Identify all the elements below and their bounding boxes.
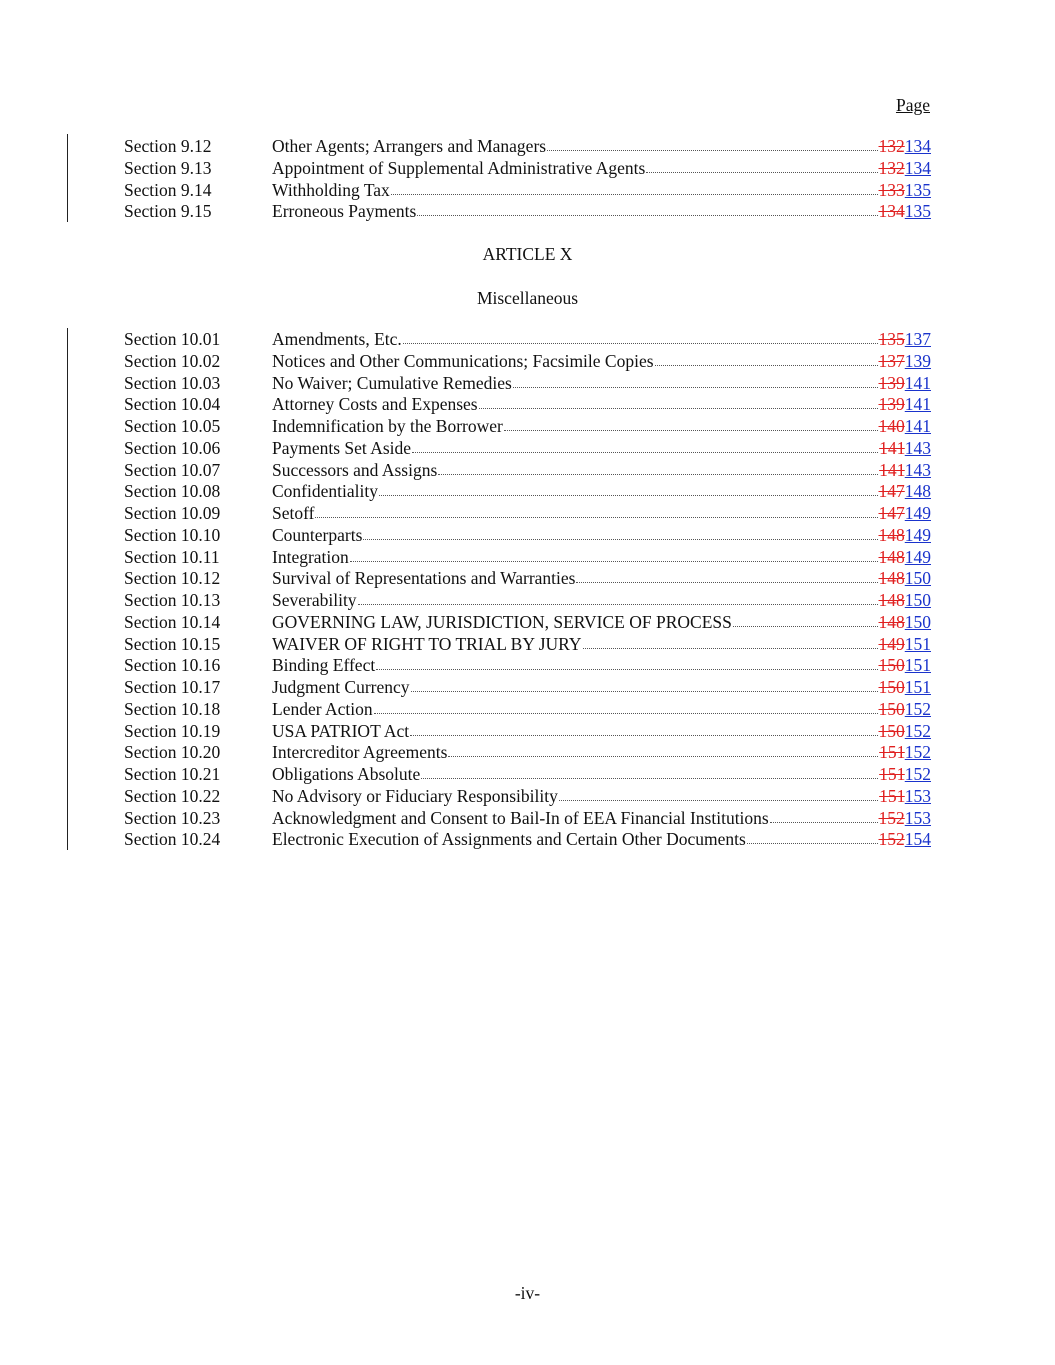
section-title: Lender Action xyxy=(272,698,373,719)
dot-leader xyxy=(403,329,878,344)
section-title: Obligations Absolute xyxy=(272,764,421,784)
section-title: Erroneous Payments xyxy=(272,201,417,222)
section-title: Judgment Currency xyxy=(272,677,410,697)
section-title: Counterparts xyxy=(272,524,363,545)
dot-leader xyxy=(391,180,878,195)
inserted-page-link[interactable]: 153 xyxy=(904,785,931,806)
section-number: Section 10.06 xyxy=(124,437,221,458)
section-number: Section 10.09 xyxy=(124,503,221,523)
toc-entry-body xyxy=(272,416,931,438)
toc-entry[interactable] xyxy=(124,590,931,612)
dot-leader xyxy=(438,460,878,475)
toc-entry[interactable] xyxy=(124,460,931,482)
dot-leader xyxy=(547,136,877,151)
dot-leader xyxy=(733,612,878,627)
section-title: Acknowledgment and Consent to Bail-In of EEA Financial Institutions xyxy=(272,807,769,828)
section-number: Section 9.13 xyxy=(124,157,212,178)
inserted-page-link[interactable]: 153 xyxy=(904,807,931,828)
section-title: Survival of Representations and Warranties xyxy=(272,568,576,589)
toc-entry[interactable] xyxy=(124,786,931,808)
section-number: Section 10.16 xyxy=(124,655,221,676)
dot-leader xyxy=(448,742,878,757)
toc-entry[interactable] xyxy=(124,201,931,223)
section-title: No Advisory or Fiduciary Responsibility xyxy=(272,785,558,806)
toc-entry-body xyxy=(272,438,931,460)
dot-leader xyxy=(559,786,878,801)
deleted-page-number: 139 xyxy=(878,372,905,393)
page-reference[interactable] xyxy=(879,655,932,677)
inserted-page-link[interactable]: 150 xyxy=(904,568,931,589)
section-number: Section 10.07 xyxy=(124,459,221,480)
dot-leader xyxy=(770,808,878,823)
section-number: Section 10.11 xyxy=(124,546,220,567)
toc-entry-body xyxy=(272,655,931,677)
section-number: Section 10.19 xyxy=(124,720,221,741)
inserted-page-link[interactable]: 152 xyxy=(904,742,931,763)
dot-leader xyxy=(747,829,878,844)
page-reference[interactable] xyxy=(879,590,932,612)
toc-list-article-10 xyxy=(124,329,931,851)
deleted-page-number: 134 xyxy=(878,201,905,222)
inserted-page-link[interactable]: 135 xyxy=(904,201,931,222)
dot-leader xyxy=(576,568,877,583)
dot-leader xyxy=(421,764,878,779)
section-number: Section 10.21 xyxy=(124,764,221,784)
page-reference[interactable] xyxy=(879,373,932,395)
dot-leader xyxy=(350,547,878,562)
toc-entry[interactable] xyxy=(124,634,931,656)
inserted-page-link[interactable]: 152 xyxy=(904,698,931,719)
inserted-page-link[interactable]: 143 xyxy=(904,437,931,458)
inserted-page-link[interactable]: 151 xyxy=(904,677,931,697)
inserted-page-link[interactable]: 137 xyxy=(904,329,931,349)
deleted-page-number: 137 xyxy=(878,350,905,371)
toc-entry[interactable] xyxy=(124,136,931,158)
page-reference[interactable] xyxy=(879,136,932,158)
section-number: Section 10.13 xyxy=(124,590,221,610)
toc-entry[interactable] xyxy=(124,503,931,525)
article-heading: ARTICLE X xyxy=(482,244,573,264)
inserted-page-link[interactable]: 135 xyxy=(904,179,931,200)
toc-entry[interactable] xyxy=(124,329,931,351)
inserted-page-link[interactable]: 141 xyxy=(904,394,931,415)
page-reference[interactable] xyxy=(879,808,932,830)
toc-entry-body xyxy=(272,742,931,764)
section-title: Withholding Tax xyxy=(272,179,390,200)
inserted-page-link[interactable]: 152 xyxy=(904,764,931,784)
section-title: Binding Effect xyxy=(272,655,376,676)
change-bar-article-10 xyxy=(67,328,68,850)
toc-entry[interactable] xyxy=(124,764,931,786)
deleted-page-number: 132 xyxy=(878,136,905,156)
page-reference[interactable] xyxy=(879,180,932,202)
dot-leader xyxy=(646,158,877,173)
deleted-page-number: 149 xyxy=(878,633,905,654)
inserted-page-link[interactable]: 139 xyxy=(904,350,931,371)
toc-entry-body xyxy=(272,721,931,743)
toc-entry-body xyxy=(272,786,931,808)
deleted-page-number: 152 xyxy=(878,829,905,850)
inserted-page-link[interactable]: 152 xyxy=(904,720,931,741)
dot-leader xyxy=(315,503,877,518)
toc-entry-body xyxy=(272,503,931,525)
toc-entry[interactable] xyxy=(124,394,931,416)
dot-leader xyxy=(417,201,877,216)
toc-entry[interactable] xyxy=(124,721,931,743)
toc-entry-body xyxy=(272,158,931,180)
deleted-page-number: 140 xyxy=(878,416,905,436)
inserted-page-link[interactable]: 143 xyxy=(904,459,931,480)
page-reference[interactable] xyxy=(879,201,932,223)
toc-entry-body xyxy=(272,590,931,612)
inserted-page-link[interactable]: 154 xyxy=(904,829,931,850)
toc-entry-body xyxy=(272,764,931,786)
section-title: Severability xyxy=(272,590,357,610)
section-number: Section 10.17 xyxy=(124,677,221,697)
deleted-page-number: 133 xyxy=(878,179,905,200)
dot-leader xyxy=(358,590,878,605)
toc-entry-body xyxy=(272,329,931,351)
section-number: Section 10.18 xyxy=(124,698,221,719)
page-reference[interactable] xyxy=(879,742,931,764)
toc-entry[interactable] xyxy=(124,742,931,764)
inserted-page-link[interactable]: 141 xyxy=(904,416,931,436)
section-title: Appointment of Supplemental Administrative Agents xyxy=(272,157,646,178)
section-number: Section 10.05 xyxy=(124,416,221,436)
page-reference[interactable] xyxy=(879,547,932,569)
toc-entry[interactable] xyxy=(124,438,931,460)
section-title: Amendments, Etc. xyxy=(272,329,402,349)
inserted-page-link[interactable]: 149 xyxy=(904,503,931,523)
dot-leader xyxy=(379,481,878,496)
inserted-page-link[interactable]: 150 xyxy=(904,611,931,632)
inserted-page-link[interactable]: 150 xyxy=(904,590,931,610)
toc-entry[interactable] xyxy=(124,655,931,677)
toc-entry[interactable] xyxy=(124,481,931,503)
deleted-page-number: 152 xyxy=(878,807,905,828)
page-reference[interactable] xyxy=(879,394,932,416)
section-title: Confidentiality xyxy=(272,481,378,502)
page-reference[interactable] xyxy=(879,677,932,699)
deleted-page-number: 150 xyxy=(878,720,905,741)
deleted-page-number: 151 xyxy=(879,742,905,763)
deleted-page-number: 150 xyxy=(878,655,905,676)
deleted-page-number: 148 xyxy=(878,568,905,589)
deleted-page-number: 150 xyxy=(878,677,905,697)
page-footer-number: -iv- xyxy=(514,1283,541,1303)
deleted-page-number: 148 xyxy=(878,524,905,545)
page-reference[interactable] xyxy=(879,438,931,460)
deleted-page-number: 141 xyxy=(879,437,905,458)
page-reference[interactable] xyxy=(879,503,932,525)
page-reference[interactable] xyxy=(879,764,931,786)
inserted-page-link[interactable]: 141 xyxy=(904,372,931,393)
dot-leader xyxy=(583,634,878,649)
inserted-page-link[interactable]: 149 xyxy=(904,524,931,545)
dot-leader xyxy=(411,677,878,692)
toc-entry[interactable] xyxy=(124,808,931,830)
dot-leader xyxy=(504,416,878,431)
toc-entry[interactable] xyxy=(124,547,931,569)
section-number: Section 10.22 xyxy=(124,785,221,806)
section-title: Intercreditor Agreements xyxy=(272,742,448,763)
section-number: Section 10.01 xyxy=(124,329,221,349)
deleted-page-number: 148 xyxy=(878,611,905,632)
toc-entry-body xyxy=(272,829,931,851)
dot-leader xyxy=(412,438,878,453)
toc-entry[interactable] xyxy=(124,525,931,547)
deleted-page-number: 148 xyxy=(878,590,905,610)
dot-leader xyxy=(513,373,878,388)
section-number: Section 10.08 xyxy=(124,481,221,502)
page-reference[interactable] xyxy=(879,612,932,634)
dot-leader xyxy=(479,394,878,409)
section-title: WAIVER OF RIGHT TO TRIAL BY JURY xyxy=(272,633,582,654)
toc-entry-body xyxy=(272,460,931,482)
toc-entry[interactable] xyxy=(124,416,931,438)
dot-leader xyxy=(410,721,877,736)
section-number: Section 10.10 xyxy=(124,524,221,545)
toc-entry[interactable] xyxy=(124,180,931,202)
section-title: USA PATRIOT Act xyxy=(272,720,410,741)
toc-entry[interactable] xyxy=(124,612,931,634)
section-title: Indemnification by the Borrower xyxy=(272,416,503,436)
section-title: Payments Set Aside xyxy=(272,437,412,458)
section-number: Section 10.04 xyxy=(124,394,221,415)
section-number: Section 10.03 xyxy=(124,372,221,393)
section-title: GOVERNING LAW, JURISDICTION, SERVICE OF PROCESS xyxy=(272,611,732,632)
inserted-page-link[interactable]: 151 xyxy=(904,633,931,654)
section-number: Section 9.15 xyxy=(124,201,212,222)
section-number: Section 10.12 xyxy=(124,568,221,589)
page-reference[interactable] xyxy=(879,829,932,851)
toc-entry-body xyxy=(272,481,931,503)
section-number: Section 10.23 xyxy=(124,807,221,828)
toc-entry-body xyxy=(272,808,931,830)
section-title: Setoff xyxy=(272,503,315,523)
page-reference[interactable] xyxy=(879,481,932,503)
section-title: No Waiver; Cumulative Remedies xyxy=(272,372,512,393)
article-subheading: Miscellaneous xyxy=(476,288,579,308)
toc-entry-body xyxy=(272,634,931,656)
page-reference[interactable] xyxy=(879,786,931,808)
deleted-page-number: 141 xyxy=(879,459,905,480)
page-reference[interactable] xyxy=(879,699,932,721)
dot-leader xyxy=(363,525,877,540)
page-reference[interactable] xyxy=(879,721,932,743)
page-reference[interactable] xyxy=(879,568,932,590)
change-bar-article-9 xyxy=(67,134,68,222)
toc-entry-body xyxy=(272,394,931,416)
section-title: Notices and Other Communications; Facsimile Copies xyxy=(272,350,654,371)
dot-leader xyxy=(376,655,877,670)
section-title: Integration xyxy=(272,546,349,567)
section-title: Attorney Costs and Expenses xyxy=(272,394,478,415)
toc-list-article-9 xyxy=(124,136,931,223)
toc-entry[interactable] xyxy=(124,699,931,721)
section-number: Section 10.24 xyxy=(124,829,221,850)
deleted-page-number: 135 xyxy=(878,329,905,349)
toc-entry-body xyxy=(272,373,931,395)
deleted-page-number: 148 xyxy=(878,546,905,567)
inserted-page-link[interactable]: 149 xyxy=(904,546,931,567)
dot-leader xyxy=(655,351,878,366)
toc-entry[interactable] xyxy=(124,677,931,699)
toc-entry-body xyxy=(272,201,931,223)
page-reference[interactable] xyxy=(879,351,932,373)
deleted-page-number: 151 xyxy=(879,785,905,806)
section-title: Other Agents; Arrangers and Managers xyxy=(272,136,547,156)
toc-entry-body xyxy=(272,612,931,634)
page-reference[interactable] xyxy=(879,416,932,438)
inserted-page-link[interactable]: 148 xyxy=(904,481,931,502)
deleted-page-number: 147 xyxy=(878,481,905,502)
toc-entry[interactable] xyxy=(124,829,931,851)
toc-entry-body xyxy=(272,180,931,202)
toc-entry[interactable] xyxy=(124,158,931,180)
page-reference[interactable] xyxy=(879,460,931,482)
section-title: Electronic Execution of Assignments and Certain Other Documents xyxy=(272,829,746,850)
section-number: Section 10.15 xyxy=(124,633,221,654)
toc-entry-body xyxy=(272,136,931,158)
deleted-page-number: 139 xyxy=(878,394,905,415)
toc-entry-body xyxy=(272,568,931,590)
dot-leader xyxy=(374,699,878,714)
toc-entry-body xyxy=(272,547,931,569)
deleted-page-number: 132 xyxy=(878,157,905,178)
toc-entry[interactable] xyxy=(124,373,931,395)
deleted-page-number: 150 xyxy=(878,698,905,719)
page-reference[interactable] xyxy=(879,634,932,656)
inserted-page-link[interactable]: 134 xyxy=(904,136,931,156)
section-number: Section 9.14 xyxy=(124,179,212,200)
section-title: Successors and Assigns xyxy=(272,459,438,480)
deleted-page-number: 151 xyxy=(879,764,905,784)
section-number: Section 10.20 xyxy=(124,742,221,763)
page-column-label: Page xyxy=(895,95,930,115)
toc-entry-body xyxy=(272,351,931,373)
inserted-page-link[interactable]: 151 xyxy=(904,655,931,676)
toc-entry-body xyxy=(272,699,931,721)
page-reference[interactable] xyxy=(879,329,932,351)
section-number: Section 9.12 xyxy=(124,136,212,156)
deleted-page-number: 147 xyxy=(878,503,905,523)
page-reference[interactable] xyxy=(879,525,932,547)
page-reference[interactable] xyxy=(879,158,932,180)
section-number: Section 10.02 xyxy=(124,350,221,371)
toc-entry-body xyxy=(272,525,931,547)
inserted-page-link[interactable]: 134 xyxy=(904,157,931,178)
toc-entry-body xyxy=(272,677,931,699)
toc-entry[interactable] xyxy=(124,568,931,590)
section-number: Section 10.14 xyxy=(124,611,221,632)
toc-entry[interactable] xyxy=(124,351,931,373)
